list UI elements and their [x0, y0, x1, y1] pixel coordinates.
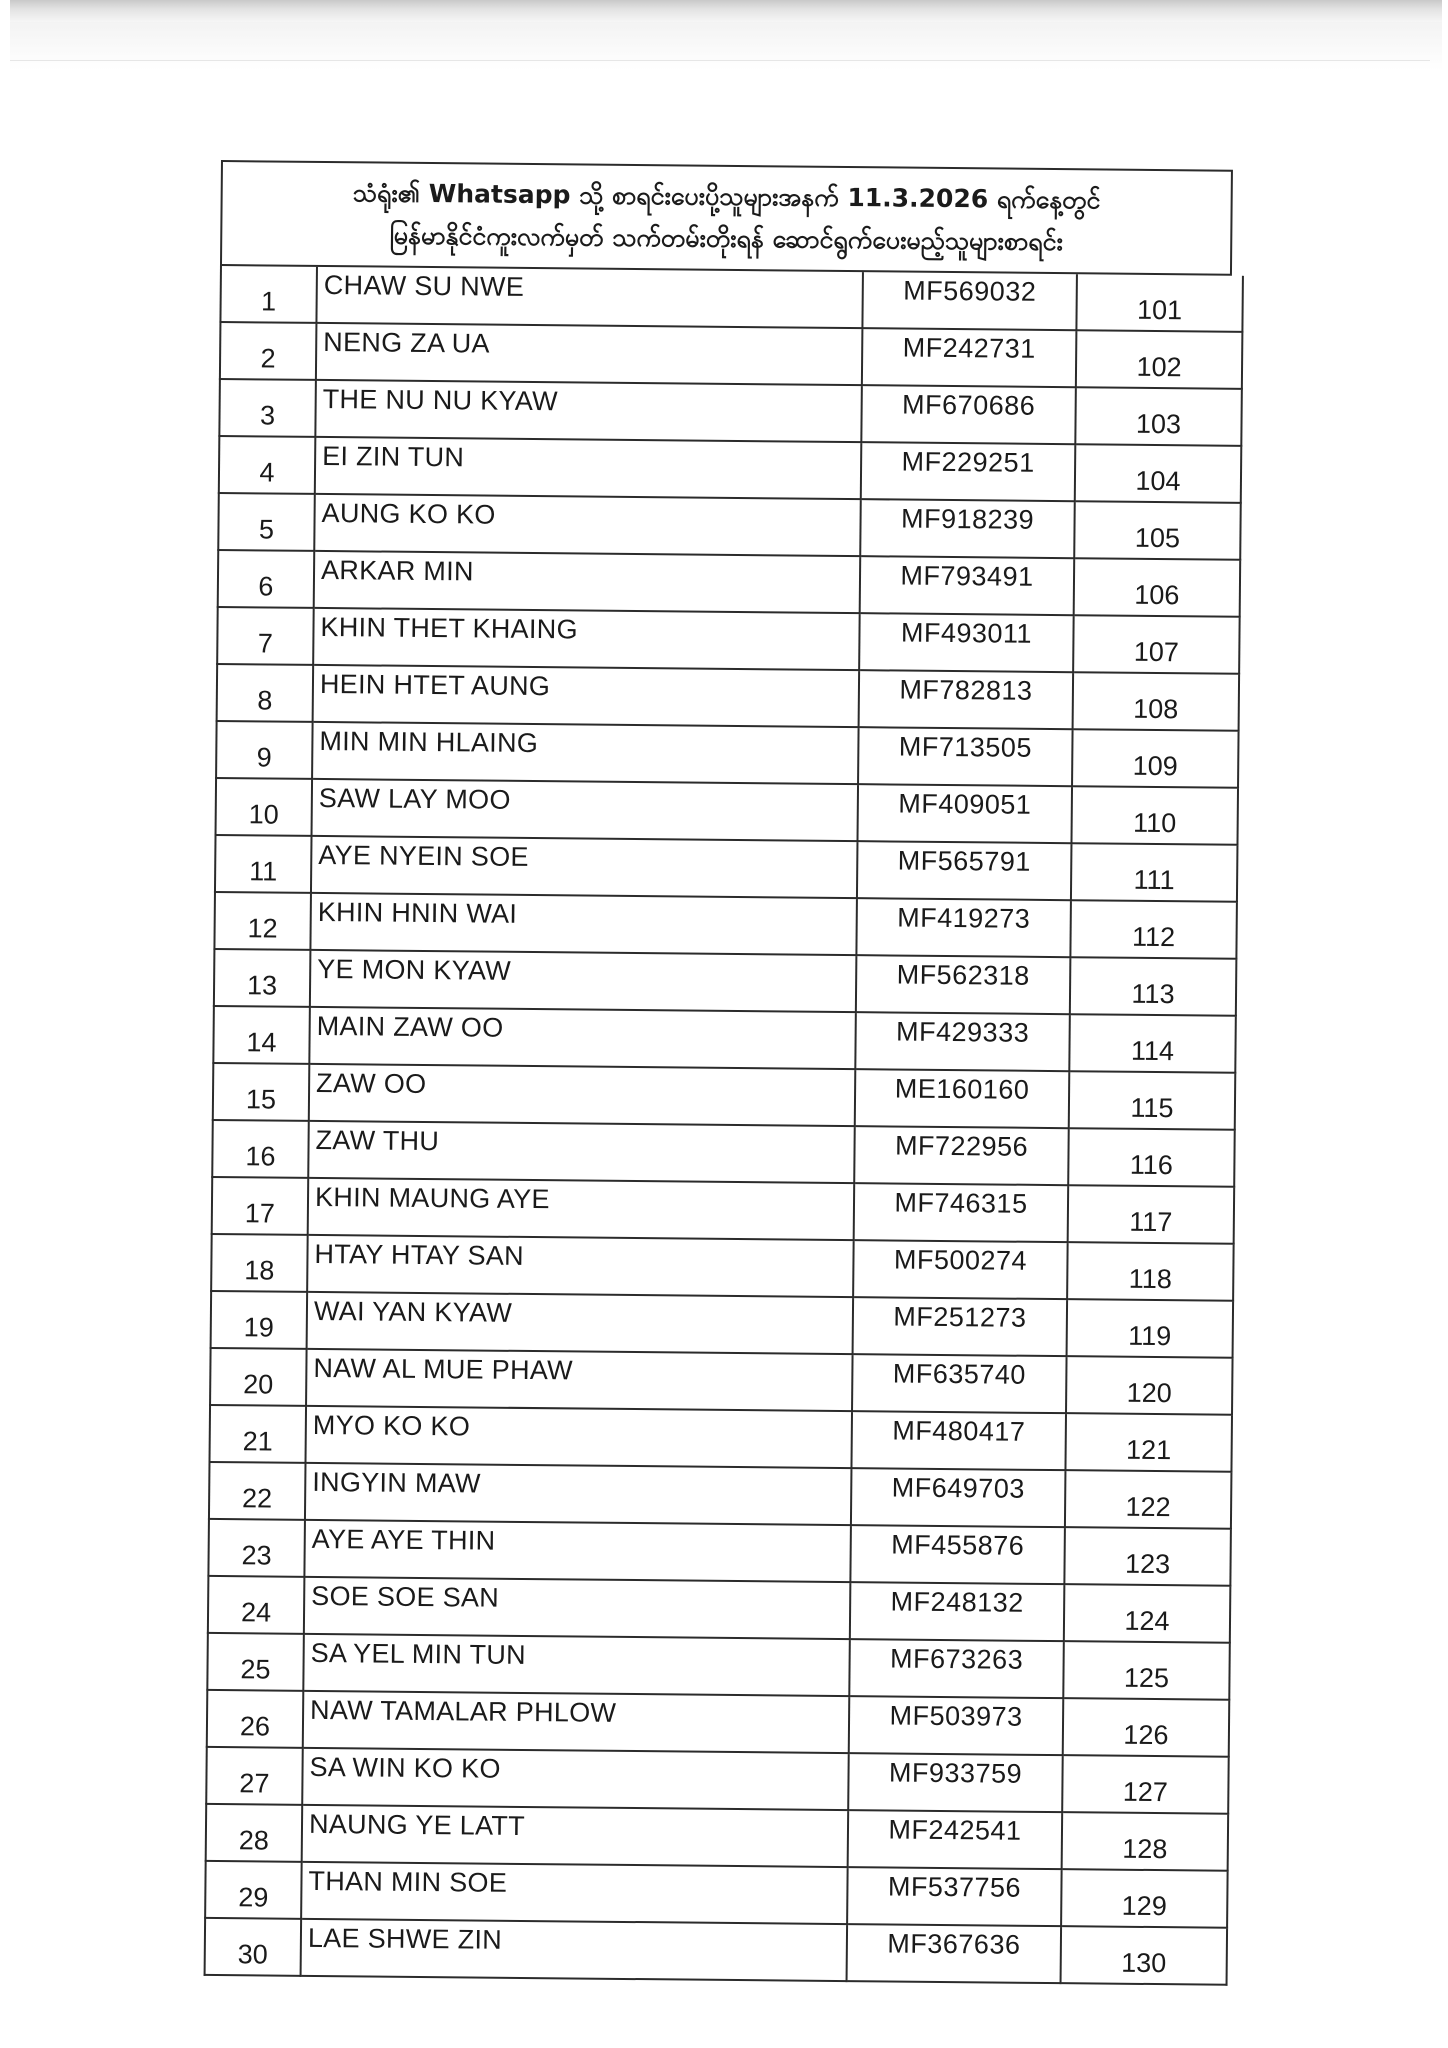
row-number: 4: [219, 436, 316, 494]
passport-number: MF782813: [859, 670, 1074, 729]
roster-title-line-1: သံရုံး၏ Whatsapp သို့ စာရင်းပေးပို့သူများအနက် 11.3.2026 ရက်နေ့တွင်: [352, 178, 1101, 215]
applicant-name: KHIN THET KHAING: [313, 608, 860, 670]
applicant-name: NAW TAMALAR PHLOW: [303, 1691, 850, 1753]
applicant-name: WAI YAN KYAW: [307, 1292, 854, 1354]
applicant-name: ARKAR MIN: [314, 551, 861, 613]
applicant-name: CHAW SU NWE: [316, 267, 863, 328]
applicant-name: AYE NYEIN SOE: [311, 836, 858, 898]
passport-number: MF635740: [852, 1354, 1067, 1413]
queue-number: 107: [1073, 615, 1240, 674]
scanner-shadow: [10, 22, 1442, 70]
queue-number: 104: [1075, 444, 1242, 503]
row-number: 28: [206, 1804, 303, 1862]
row-number: 24: [208, 1576, 305, 1634]
queue-number: 125: [1063, 1641, 1230, 1700]
scan-line: [10, 60, 1430, 61]
applicant-name: HTAY HTAY SAN: [307, 1235, 854, 1297]
queue-number: 114: [1069, 1014, 1236, 1073]
passport-number: MF429333: [855, 1012, 1070, 1071]
applicant-name: NAW AL MUE PHAW: [306, 1349, 853, 1411]
table-row: [217, 664, 1240, 731]
queue-number: 113: [1070, 957, 1237, 1016]
applicant-name: LAE SHWE ZIN: [301, 1919, 848, 1981]
row-number: 25: [207, 1633, 304, 1691]
passport-renewal-roster: [204, 160, 1233, 1986]
applicant-name: AUNG KO KO: [314, 494, 861, 556]
table-row: [217, 607, 1240, 674]
row-number: 20: [210, 1348, 307, 1406]
row-number: 23: [208, 1519, 305, 1577]
applicant-name: SA WIN KO KO: [302, 1748, 849, 1810]
row-number: 29: [205, 1861, 302, 1919]
passport-number: MF746315: [854, 1183, 1069, 1242]
row-number: 12: [214, 892, 311, 950]
applicant-name: THE NU NU KYAW: [315, 380, 862, 442]
table-row: [220, 266, 1242, 332]
applicant-name: MYO KO KO: [305, 1406, 852, 1468]
row-number: 17: [212, 1177, 309, 1235]
table-row: [206, 1804, 1229, 1871]
table-row: [219, 379, 1242, 446]
table-row: [207, 1690, 1230, 1757]
queue-number: 109: [1072, 729, 1239, 788]
applicant-name: NAUNG YE LATT: [302, 1805, 849, 1867]
queue-number: 120: [1066, 1356, 1233, 1415]
table-row: [212, 1177, 1235, 1244]
table-row: [214, 892, 1237, 959]
row-number: 22: [209, 1462, 306, 1520]
applicant-name: ZAW THU: [308, 1121, 855, 1183]
row-number: 8: [217, 664, 314, 722]
row-number: 16: [212, 1120, 309, 1178]
queue-number: 128: [1062, 1812, 1229, 1871]
applicant-name: NENG ZA UA: [316, 323, 863, 385]
roster-table: [204, 266, 1244, 1986]
row-number: 18: [211, 1234, 308, 1292]
queue-number: 118: [1067, 1242, 1234, 1301]
row-number: 11: [215, 835, 312, 893]
applicant-name: HEIN HTET AUNG: [313, 665, 860, 727]
scanner-top-edge: [10, 0, 1442, 22]
passport-number: MF565791: [857, 841, 1072, 900]
row-number: 19: [211, 1291, 308, 1349]
passport-number: MF248132: [850, 1582, 1065, 1641]
applicant-name: ZAW OO: [309, 1064, 856, 1126]
passport-number: MF367636: [847, 1924, 1062, 1983]
passport-number: MF793491: [860, 556, 1075, 615]
queue-number: 101: [1076, 274, 1243, 332]
applicant-name: MIN MIN HLAING: [312, 722, 859, 784]
roster-title-line-2: မြန်မာနိုင်ငံကူးလက်မှတ် သက်တမ်းတိုးရန် ဆောင်ရွက်ပေးမည့်သူများစာရင်း: [389, 220, 1064, 257]
applicant-name: EI ZIN TUN: [315, 437, 862, 499]
table-row: [218, 493, 1241, 560]
table-row: [216, 778, 1239, 845]
applicant-name: SAW LAY MOO: [312, 779, 859, 841]
passport-number: MF251273: [853, 1297, 1068, 1356]
table-row: [207, 1633, 1230, 1700]
row-number: 3: [219, 379, 316, 437]
table-row: [215, 835, 1238, 902]
queue-number: 115: [1069, 1071, 1236, 1130]
row-number: 13: [214, 949, 311, 1007]
queue-number: 123: [1064, 1527, 1231, 1586]
roster-title-box: [220, 160, 1233, 276]
table-row: [205, 1918, 1228, 1985]
passport-number: MF455876: [850, 1525, 1065, 1584]
table-row: [205, 1861, 1228, 1928]
passport-number: MF933759: [848, 1753, 1063, 1812]
queue-number: 119: [1067, 1299, 1234, 1358]
passport-number: MF562318: [856, 955, 1071, 1014]
applicant-name: INGYIN MAW: [305, 1463, 852, 1525]
table-row: [214, 949, 1237, 1016]
row-number: 6: [218, 550, 315, 608]
row-number: 15: [213, 1063, 310, 1121]
row-number: 7: [217, 607, 314, 665]
passport-number: MF419273: [856, 898, 1071, 957]
table-row: [206, 1747, 1229, 1814]
passport-number: MF409051: [857, 784, 1072, 843]
table-row: [210, 1348, 1233, 1415]
applicant-name: AYE AYE THIN: [304, 1520, 851, 1582]
queue-number: 121: [1065, 1413, 1232, 1472]
applicant-name: SOE SOE SAN: [304, 1577, 851, 1639]
queue-number: 111: [1071, 843, 1238, 902]
queue-number: 127: [1062, 1755, 1229, 1814]
queue-number: 108: [1073, 672, 1240, 731]
passport-number: MF673263: [849, 1639, 1064, 1698]
row-number: 27: [206, 1747, 303, 1805]
table-row: [213, 1063, 1236, 1130]
passport-number: MF670686: [861, 385, 1076, 444]
passport-number: MF493011: [859, 613, 1074, 672]
row-number: 2: [220, 322, 317, 380]
table-row: [212, 1120, 1235, 1187]
queue-number: 116: [1068, 1128, 1235, 1187]
passport-number: ME160160: [855, 1069, 1070, 1128]
applicant-name: SA YEL MIN TUN: [303, 1634, 850, 1696]
row-number: 21: [210, 1405, 307, 1463]
queue-number: 126: [1063, 1698, 1230, 1757]
roster-table-body: [205, 266, 1243, 1985]
queue-number: 130: [1061, 1926, 1228, 1985]
passport-number: MF918239: [860, 499, 1075, 558]
passport-number: MF649703: [851, 1468, 1066, 1527]
row-number: 10: [216, 778, 313, 836]
table-row: [210, 1405, 1233, 1472]
passport-number: MF242731: [862, 328, 1077, 387]
passport-number: MF229251: [861, 442, 1076, 501]
queue-number: 102: [1076, 330, 1243, 389]
table-row: [218, 550, 1241, 617]
applicant-name: KHIN HNIN WAI: [310, 893, 857, 955]
table-row: [208, 1576, 1231, 1643]
table-row: [213, 1006, 1236, 1073]
table-row: [216, 721, 1239, 788]
table-row: [211, 1234, 1234, 1301]
applicant-name: KHIN MAUNG AYE: [308, 1178, 855, 1240]
applicant-name: MAIN ZAW OO: [309, 1007, 856, 1069]
queue-number: 117: [1068, 1185, 1235, 1244]
queue-number: 105: [1074, 501, 1241, 560]
queue-number: 129: [1061, 1869, 1228, 1928]
queue-number: 106: [1074, 558, 1241, 617]
row-number: 9: [216, 721, 313, 779]
applicant-name: THAN MIN SOE: [301, 1862, 848, 1924]
passport-number: MF537756: [847, 1867, 1062, 1926]
queue-number: 124: [1064, 1584, 1231, 1643]
passport-number: MF722956: [854, 1126, 1069, 1185]
row-number: 14: [213, 1006, 310, 1064]
table-row: [220, 322, 1243, 389]
passport-number: MF242541: [848, 1810, 1063, 1869]
queue-number: 112: [1070, 900, 1237, 959]
passport-number: MF713505: [858, 727, 1073, 786]
passport-number: MF503973: [849, 1696, 1064, 1755]
passport-number: MF569032: [862, 272, 1077, 330]
table-row: [208, 1519, 1231, 1586]
row-number: 5: [218, 493, 315, 551]
table-row: [209, 1462, 1232, 1529]
queue-number: 103: [1075, 387, 1242, 446]
row-number: 1: [220, 266, 317, 323]
row-number: 26: [207, 1690, 304, 1748]
applicant-name: YE MON KYAW: [310, 950, 857, 1012]
queue-number: 122: [1065, 1470, 1232, 1529]
table-row: [219, 436, 1242, 503]
queue-number: 110: [1071, 786, 1238, 845]
row-number: 30: [205, 1918, 302, 1976]
table-row: [211, 1291, 1234, 1358]
passport-number: MF480417: [851, 1411, 1066, 1470]
passport-number: MF500274: [853, 1240, 1068, 1299]
